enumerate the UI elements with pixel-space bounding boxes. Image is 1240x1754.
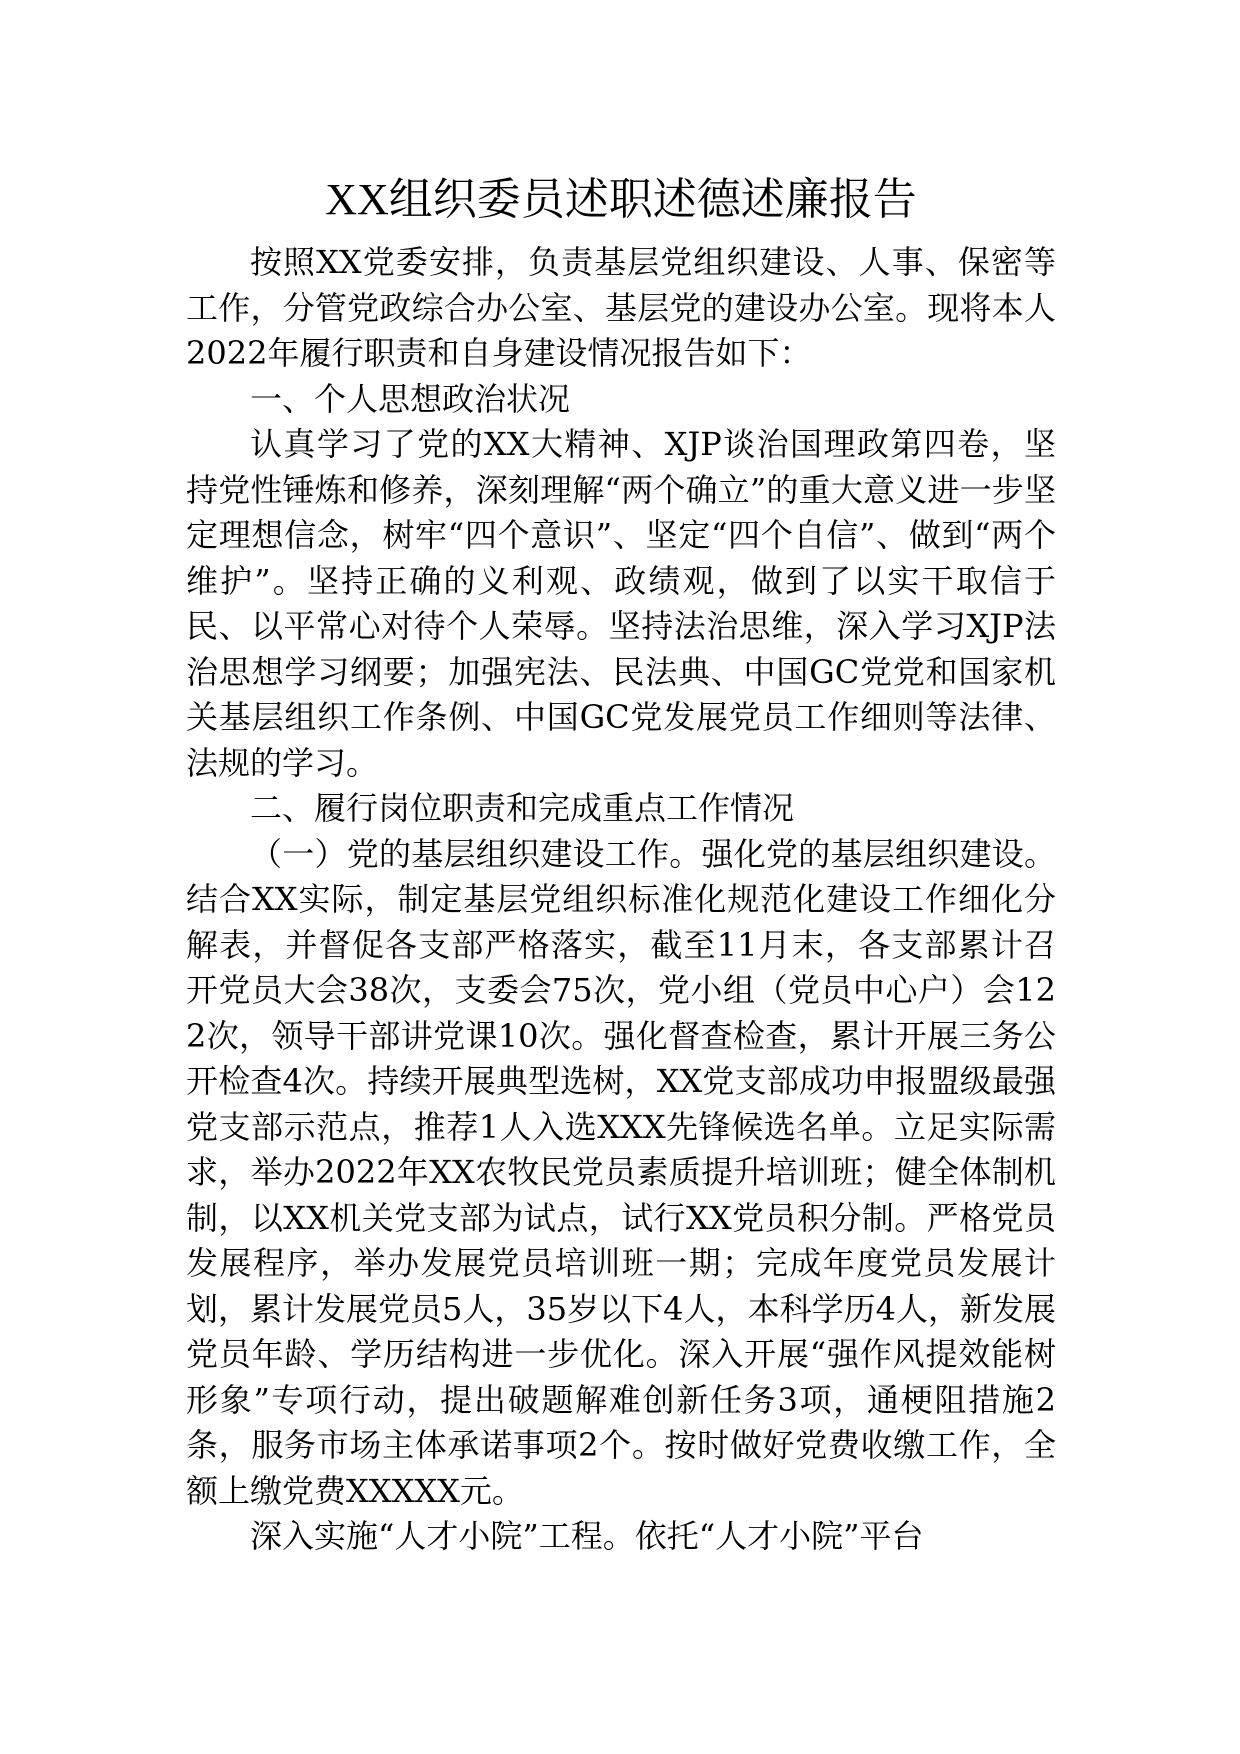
section-heading-1: 一、个人思想政治状况	[250, 379, 571, 418]
document-title: XX组织委员述职述德述廉报告	[325, 175, 917, 224]
body-paragraph: 认真学习了党的XX大精神、XJP谈治国理政第四卷，坚持党性锤炼和修养，深刻理解“两个确立”的重大意义进一步坚定理想信念，树牢“四个意识”、坚定“四个自信”、做到“两个维护”。坚持正确的义利观、政绩观，做到了以实干取信于民、以平常心对待个人荣辱。坚持法治思维，深入学习XJP法治思想学习纲要；加强宪法、民法典、中国GC党党和国家机关基层组织工作条例、中国GC党发展党员工作细则等法律、法规的学习。	[186, 425, 1056, 782]
body-paragraph: 深入实施“人才小院”工程。依托“人才小院”平台	[250, 1517, 924, 1555]
section-heading-2: 二、履行岗位职责和完成重点工作情况	[250, 789, 795, 827]
body-paragraph: （一）党的基层组织建设工作。强化党的基层组织建设。结合XX实际，制定基层党组织标准化规范化建设工作细化分解表，并督促各支部严格落实，截至11月末，各支部累计召开党员大会38次，支委会75次，党小组（党员中心户）会122次，领导干部讲党课10次。强化督查检查，累计开展三务公开检查4次。持续开展典型选树，XX党支部成功申报盟级最强党支部示范点，推荐1人入选XXX先锋候选名单。立足实际需求，举办2022年XX农牧民党员素质提升培训班；健全体制机制，以XX机关党支部为试点，试行XX党员积分制。严格党员发展程序，举办发展党员培训班一期；完成年度党员发展计划，累计发展党员5人，35岁以下4人，本科学历4人，新发展党员年龄、学历结构进一步优化。深入开展“强作风提效能树形象”专项行动，提出破题解难创新任务3项，通梗阻措施2条，服务市场主体承诺事项2个。按时做好党费收缴工作，全额上缴党费XXXXX元。	[186, 834, 1056, 1510]
intro-paragraph: 按照XX党委安排，负责基层党组织建设、人事、保密等工作，分管党政综合办公室、基层党的建设办公室。现将本人2022年履行职责和自身建设情况报告如下：	[186, 243, 1056, 372]
document-page	[186, 168, 1056, 1560]
